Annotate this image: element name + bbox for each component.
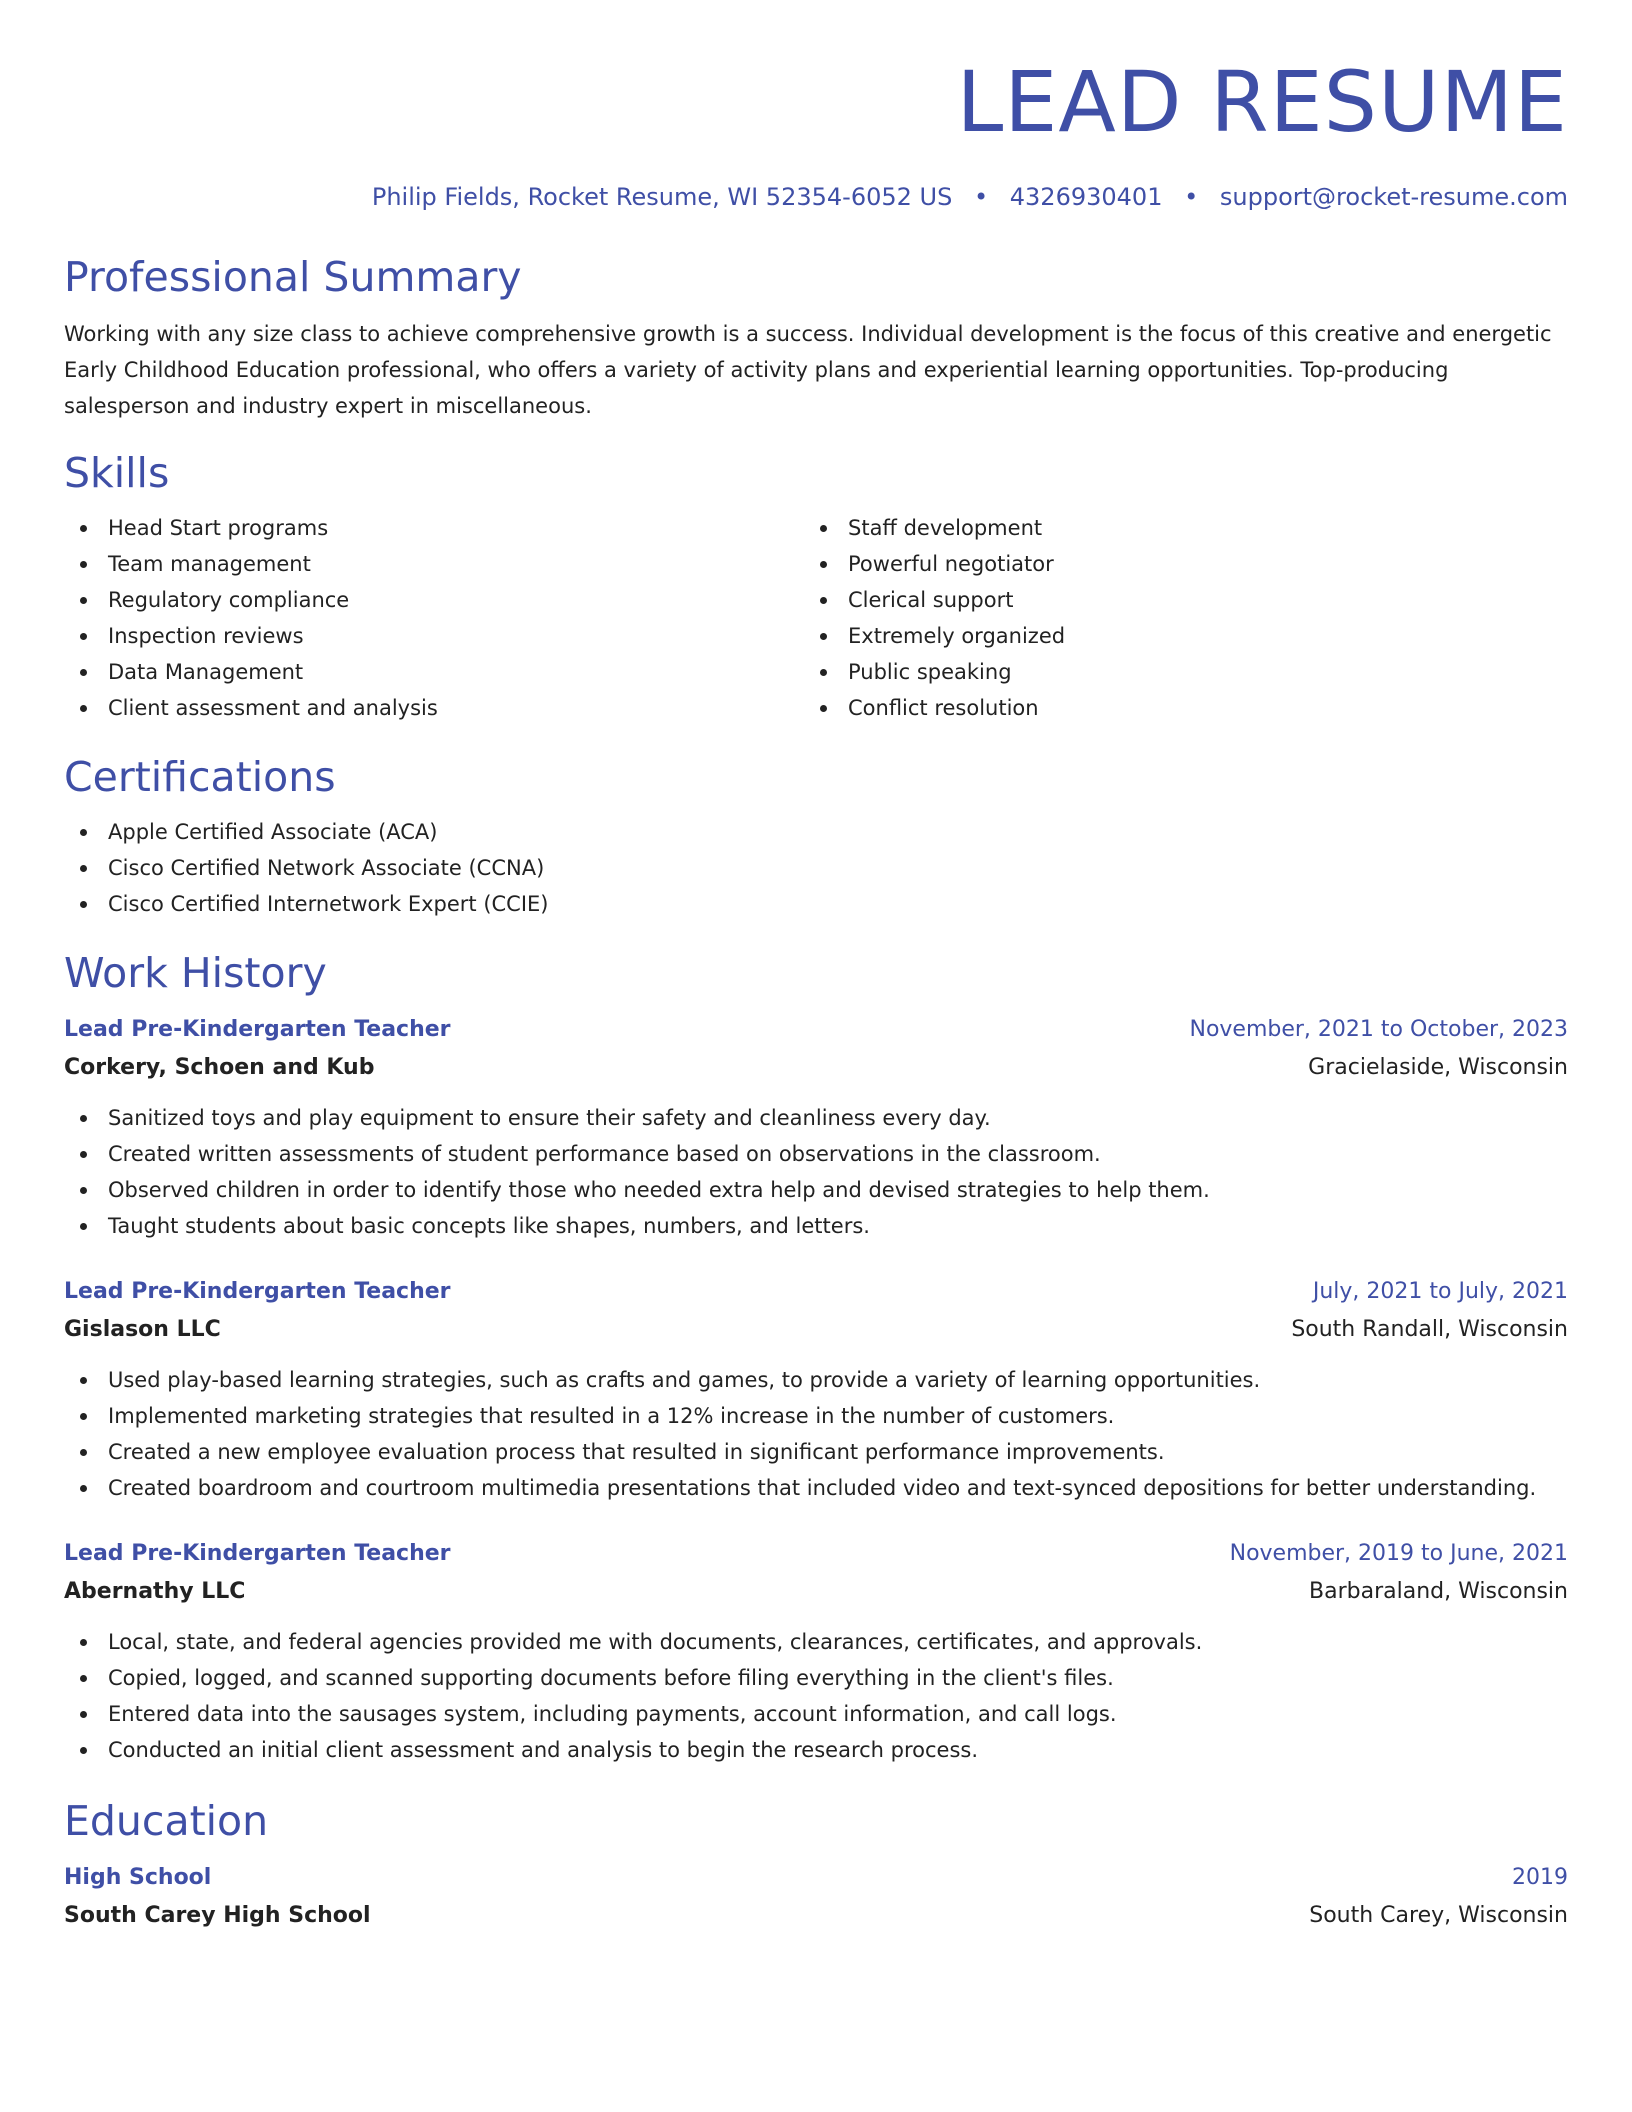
job-bullets xyxy=(64,1100,1568,1244)
job-company: Gislason LLC xyxy=(64,1317,221,1342)
skill-item: Staff development xyxy=(804,510,1544,546)
summary-text: Working with any size class to achieve comprehensive growth is a success. Individual development is the focus of this creative and energetic Early Childhood Education professional, who offers a variety of activity plans and experiential learning opportunities. Top-producing salesperson and industry expert in miscellaneous. xyxy=(64,322,1552,418)
job-title: Lead Pre-Kindergarten Teacher xyxy=(64,1017,451,1042)
education-degree: High School xyxy=(64,1865,212,1890)
certification-item: Cisco Certified Internetwork Expert (CCIE) xyxy=(64,886,1568,922)
skill-item: Clerical support xyxy=(804,582,1544,618)
education-entry xyxy=(64,1860,1568,1936)
job-bullets xyxy=(64,1362,1568,1506)
contact-email[interactable]: support@rocket-resume.com xyxy=(1219,183,1568,211)
certifications-list xyxy=(64,814,1568,922)
education-header-row xyxy=(64,1860,1568,1896)
skill-item: Regulatory compliance xyxy=(64,582,804,618)
certifications-heading: Certifications xyxy=(64,753,336,801)
certification-item: Cisco Certified Network Associate (CCNA) xyxy=(64,850,1568,886)
contact-phone: 4326930401 xyxy=(1009,183,1163,211)
job-company: Abernathy LLC xyxy=(64,1579,246,1604)
skill-item: Public speaking xyxy=(804,654,1544,690)
job-bullet: Created written assessments of student performance based on observations in the classroom. xyxy=(64,1136,1568,1172)
work-history-heading: Work History xyxy=(64,949,327,997)
contact-separator: • xyxy=(1184,183,1199,211)
job-bullet: Conducted an initial client assessment and analysis to begin the research process. xyxy=(64,1732,1568,1768)
contact-separator: • xyxy=(973,183,989,211)
education-heading: Education xyxy=(64,1797,269,1845)
contact-address: Philip Fields, Rocket Resume, WI 52354-6052 US xyxy=(371,183,953,211)
job-bullet: Copied, logged, and scanned supporting documents before filing everything in the client's files. xyxy=(64,1660,1568,1696)
skill-item: Conflict resolution xyxy=(804,690,1544,726)
skill-item: Team management xyxy=(64,546,804,582)
job-bullets xyxy=(64,1624,1568,1768)
skill-item: Extremely organized xyxy=(804,618,1544,654)
job-bullet: Sanitized toys and play equipment to ensure their safety and cleanliness every day. xyxy=(64,1100,1568,1136)
certifications-section xyxy=(64,752,1568,922)
job-company-row xyxy=(64,1048,1568,1088)
job-entry xyxy=(64,1012,1568,1244)
skills-grid xyxy=(64,510,1568,726)
job-company: Corkery, Schoen and Kub xyxy=(64,1055,375,1080)
job-bullet: Taught students about basic concepts like shapes, numbers, and letters. xyxy=(64,1208,1568,1244)
certification-item: Apple Certified Associate (ACA) xyxy=(64,814,1568,850)
education-school: South Carey High School xyxy=(64,1903,371,1928)
skills-list-right xyxy=(804,510,1544,726)
skill-item: Powerful negotiator xyxy=(804,546,1544,582)
job-dates: November, 2019 to June, 2021 xyxy=(1229,1541,1568,1566)
skill-item: Head Start programs xyxy=(64,510,804,546)
document-title: LEAD RESUME xyxy=(956,53,1568,151)
skills-list-left xyxy=(64,510,804,726)
job-dates: July, 2021 to July, 2021 xyxy=(1312,1279,1568,1304)
job-bullet: Observed children in order to identify those who needed extra help and devised strategies to help them. xyxy=(64,1172,1568,1208)
job-entry xyxy=(64,1536,1568,1768)
contact-line xyxy=(64,180,1568,214)
job-bullet: Created boardroom and courtroom multimedia presentations that included video and text-synced depositions for better understanding. xyxy=(64,1470,1568,1506)
job-bullet: Used play-based learning strategies, such as crafts and games, to provide a variety of learning opportunities. xyxy=(64,1362,1568,1398)
job-header-row xyxy=(64,1536,1568,1572)
job-bullet: Implemented marketing strategies that resulted in a 12% increase in the number of customers. xyxy=(64,1398,1568,1434)
skill-item: Data Management xyxy=(64,654,804,690)
job-dates: November, 2021 to October, 2023 xyxy=(1189,1017,1568,1042)
job-location: Gracielaside, Wisconsin xyxy=(1308,1055,1568,1080)
job-bullet: Local, state, and federal agencies provided me with documents, clearances, certificates, and approvals. xyxy=(64,1624,1568,1660)
job-bullet: Created a new employee evaluation process that resulted in significant performance improvements. xyxy=(64,1434,1568,1470)
job-company-row xyxy=(64,1310,1568,1350)
job-header-row xyxy=(64,1012,1568,1048)
job-bullet: Entered data into the sausages system, including payments, account information, and call logs. xyxy=(64,1696,1568,1732)
skills-heading: Skills xyxy=(64,449,170,497)
education-year: 2019 xyxy=(1512,1865,1568,1890)
summary-section xyxy=(64,252,1568,424)
job-header-row xyxy=(64,1274,1568,1310)
education-location: South Carey, Wisconsin xyxy=(1309,1903,1568,1928)
job-title: Lead Pre-Kindergarten Teacher xyxy=(64,1279,451,1304)
summary-heading: Professional Summary xyxy=(64,253,522,301)
education-section xyxy=(64,1796,1568,1936)
job-location: South Randall, Wisconsin xyxy=(1291,1317,1568,1342)
job-title: Lead Pre-Kindergarten Teacher xyxy=(64,1541,451,1566)
job-location: Barbaraland, Wisconsin xyxy=(1309,1579,1568,1604)
job-company-row xyxy=(64,1572,1568,1612)
job-entry xyxy=(64,1274,1568,1506)
skill-item: Inspection reviews xyxy=(64,618,804,654)
education-school-row xyxy=(64,1896,1568,1936)
work-history-section xyxy=(64,948,1568,1768)
skill-item: Client assessment and analysis xyxy=(64,690,804,726)
skills-section xyxy=(64,448,1568,726)
